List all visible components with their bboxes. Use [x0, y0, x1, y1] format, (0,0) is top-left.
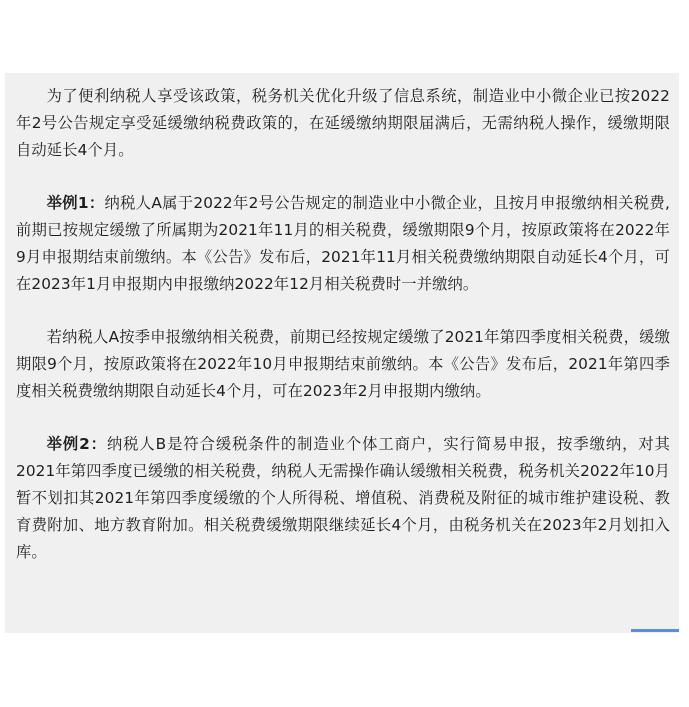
quarterly-scenario-text: 若纳税人A按季申报缴纳相关税费，前期已经按规定缓缴了2021年第四季度相关税费，缓缴期限9个月，按原政策将在2022年10月申报期结束前缴纳。本《公告》发布后，2021年第四季度相关税费缴纳期限自动延长4个月，可在2023年2月申报期内缴纳。 — [16, 328, 670, 400]
example-1-text: 纳税人A属于2022年2号公告规定的制造业中小微企业，且按月申报缴纳相关税费,前期已按规定缓缴了所属期为2021年11月的相关税费，缓缴期限9个月，按原政策将在2022年9月申报期结束前缴纳。本《公告》发布后，2021年11月相关税费缴纳期限自动延长4个月，可在2023年1月申报期内申报缴纳2022年12月相关税费时一并缴纳。 — [16, 194, 671, 293]
example-1-paragraph — [16, 190, 670, 298]
intro-paragraph — [16, 83, 670, 164]
example-2-paragraph — [16, 431, 670, 566]
quarterly-scenario-paragraph — [16, 324, 670, 405]
intro-paragraph-text: 为了便利纳税人享受该政策，税务机关优化升级了信息系统，制造业中小微企业已按2022年2号公告规定享受延缓缴纳税费政策的，在延缓缴纳期限届满后，无需纳税人操作，缓缴期限自动延长4个月。 — [16, 87, 670, 159]
example-1-label: 举例1： — [46, 194, 105, 212]
article-panel — [5, 73, 679, 633]
accent-divider — [631, 629, 679, 632]
example-2-label: 举例2： — [46, 435, 107, 453]
example-2-text: 纳税人B是符合缓税条件的制造业个体工商户，实行简易申报，按季缴纳，对其2021年第四季度已缓缴的相关税费，纳税人无需操作确认缓缴相关税费，税务机关2022年10月暂不划扣其2021年第四季度缓缴的个人所得税、增值税、消费税及附征的城市维护建设税、教育费附加、地方教育附加。相关税费缓缴期限继续延长4个月，由税务机关在2023年2月划扣入库。 — [16, 435, 670, 561]
